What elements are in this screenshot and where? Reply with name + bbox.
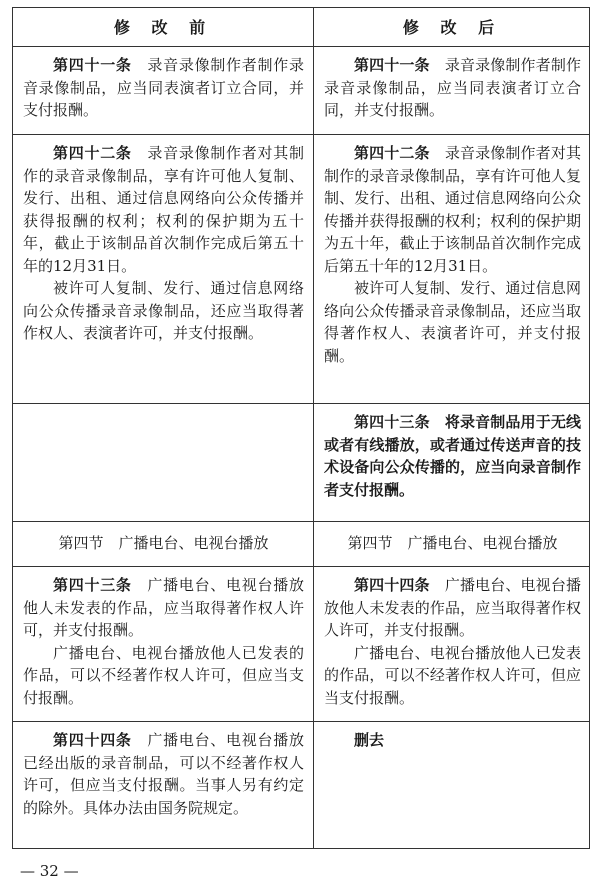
after-article-44 <box>314 574 590 709</box>
article-text: 录音录像制作者对其制作的录音录像制品，享有许可他人复制、发行、出租、通过信息网络向公众传播并获得报酬的权利；权利的保护期为五十年，截止于该制品首次制作完成后第五十年的12月31日。 <box>23 144 304 275</box>
article-paragraph <box>23 142 304 277</box>
comparison-table <box>12 7 590 849</box>
after-deleted <box>314 729 590 752</box>
article-paragraph: 被许可人复制、发行、通过信息网络向公众传播录音录像制品，还应当取得著作权人、表演者许可，并支付报酬。 <box>23 279 304 342</box>
row-divider <box>13 721 589 722</box>
added-article-text: 第四十三条 将录音制品用于无线或者有线播放，或者通过传送声音的技术设备向公众传播的，应当向录音制作者支付报酬。 <box>324 413 581 499</box>
before-article-44 <box>13 729 313 819</box>
article-text: 广播电台、电视台播放他人未发表的作品，应当取得著作权人许可，并支付报酬。 <box>23 576 304 639</box>
article-text: 广播电台、电视台播放他人未发表的作品，应当取得著作权人许可，并支付报酬。 <box>324 576 581 639</box>
before-article-42 <box>13 142 313 345</box>
article-paragraph <box>324 574 581 642</box>
article-paragraph <box>23 729 304 819</box>
article-text: 录音录像制作者制作录音录像制品，应当同表演者订立合同，并支付报酬。 <box>324 56 581 119</box>
after-article-41 <box>314 54 590 122</box>
article-number: 第四十二条 <box>354 144 430 162</box>
article-text: 录音录像制作者制作录音录像制品，应当同表演者订立合同，并支付报酬。 <box>23 56 304 119</box>
row-divider <box>13 566 589 567</box>
header-before: 修 改 前 <box>113 18 214 37</box>
article-paragraph: 广播电台、电视台播放他人已发表的作品，可以不经著作权人许可，但应当支付报酬。 <box>324 643 581 707</box>
header-after: 修 改 后 <box>402 18 503 37</box>
article-number: 第四十四条 <box>53 731 132 749</box>
before-section-heading: 第四节 广播电台、电视台播放 <box>58 534 269 552</box>
article-paragraph <box>23 54 304 122</box>
row-divider <box>13 521 589 522</box>
after-section-heading: 第四节 广播电台、电视台播放 <box>347 534 558 552</box>
article-number: 第四十二条 <box>53 144 132 162</box>
after-article-42 <box>314 142 590 367</box>
article-number: 第四十一条 <box>354 56 430 74</box>
after-new-article-43 <box>314 411 590 501</box>
article-text: 广播电台、电视台播放已经出版的录音制品，可以不经著作权人许可，但应当支付报酬。当事人另有约定的除外。具体办法由国务院规定。 <box>23 731 304 817</box>
article-text: 录音录像制作者对其制作的录音录像制品，享有许可他人复制、发行、出租、通过信息网络向公众传播并获得报酬的权利；权利的保护期为五十年，截止于该制品首次制作完成后第五十年的12月31日。 <box>324 144 581 275</box>
row-divider <box>13 403 589 404</box>
before-article-41 <box>13 54 313 122</box>
row-divider <box>13 134 589 135</box>
article-number: 第四十三条 <box>53 576 132 594</box>
row-divider <box>13 46 589 47</box>
page-number: — 32 — <box>20 862 79 880</box>
article-paragraph: 广播电台、电视台播放他人已发表的作品，可以不经著作权人许可，但应当支付报酬。 <box>23 643 304 707</box>
article-number: 第四十四条 <box>354 576 430 594</box>
article-paragraph <box>324 54 581 122</box>
article-number: 第四十一条 <box>53 56 132 74</box>
article-paragraph <box>324 142 581 277</box>
deleted-label: 删去 <box>354 731 385 749</box>
article-paragraph: 被许可人复制、发行、通过信息网络向公众传播录音录像制品，还应当取得著作权人、表演者许可，并支付报酬。 <box>324 279 581 365</box>
article-paragraph <box>23 574 304 642</box>
before-article-43 <box>13 574 313 709</box>
